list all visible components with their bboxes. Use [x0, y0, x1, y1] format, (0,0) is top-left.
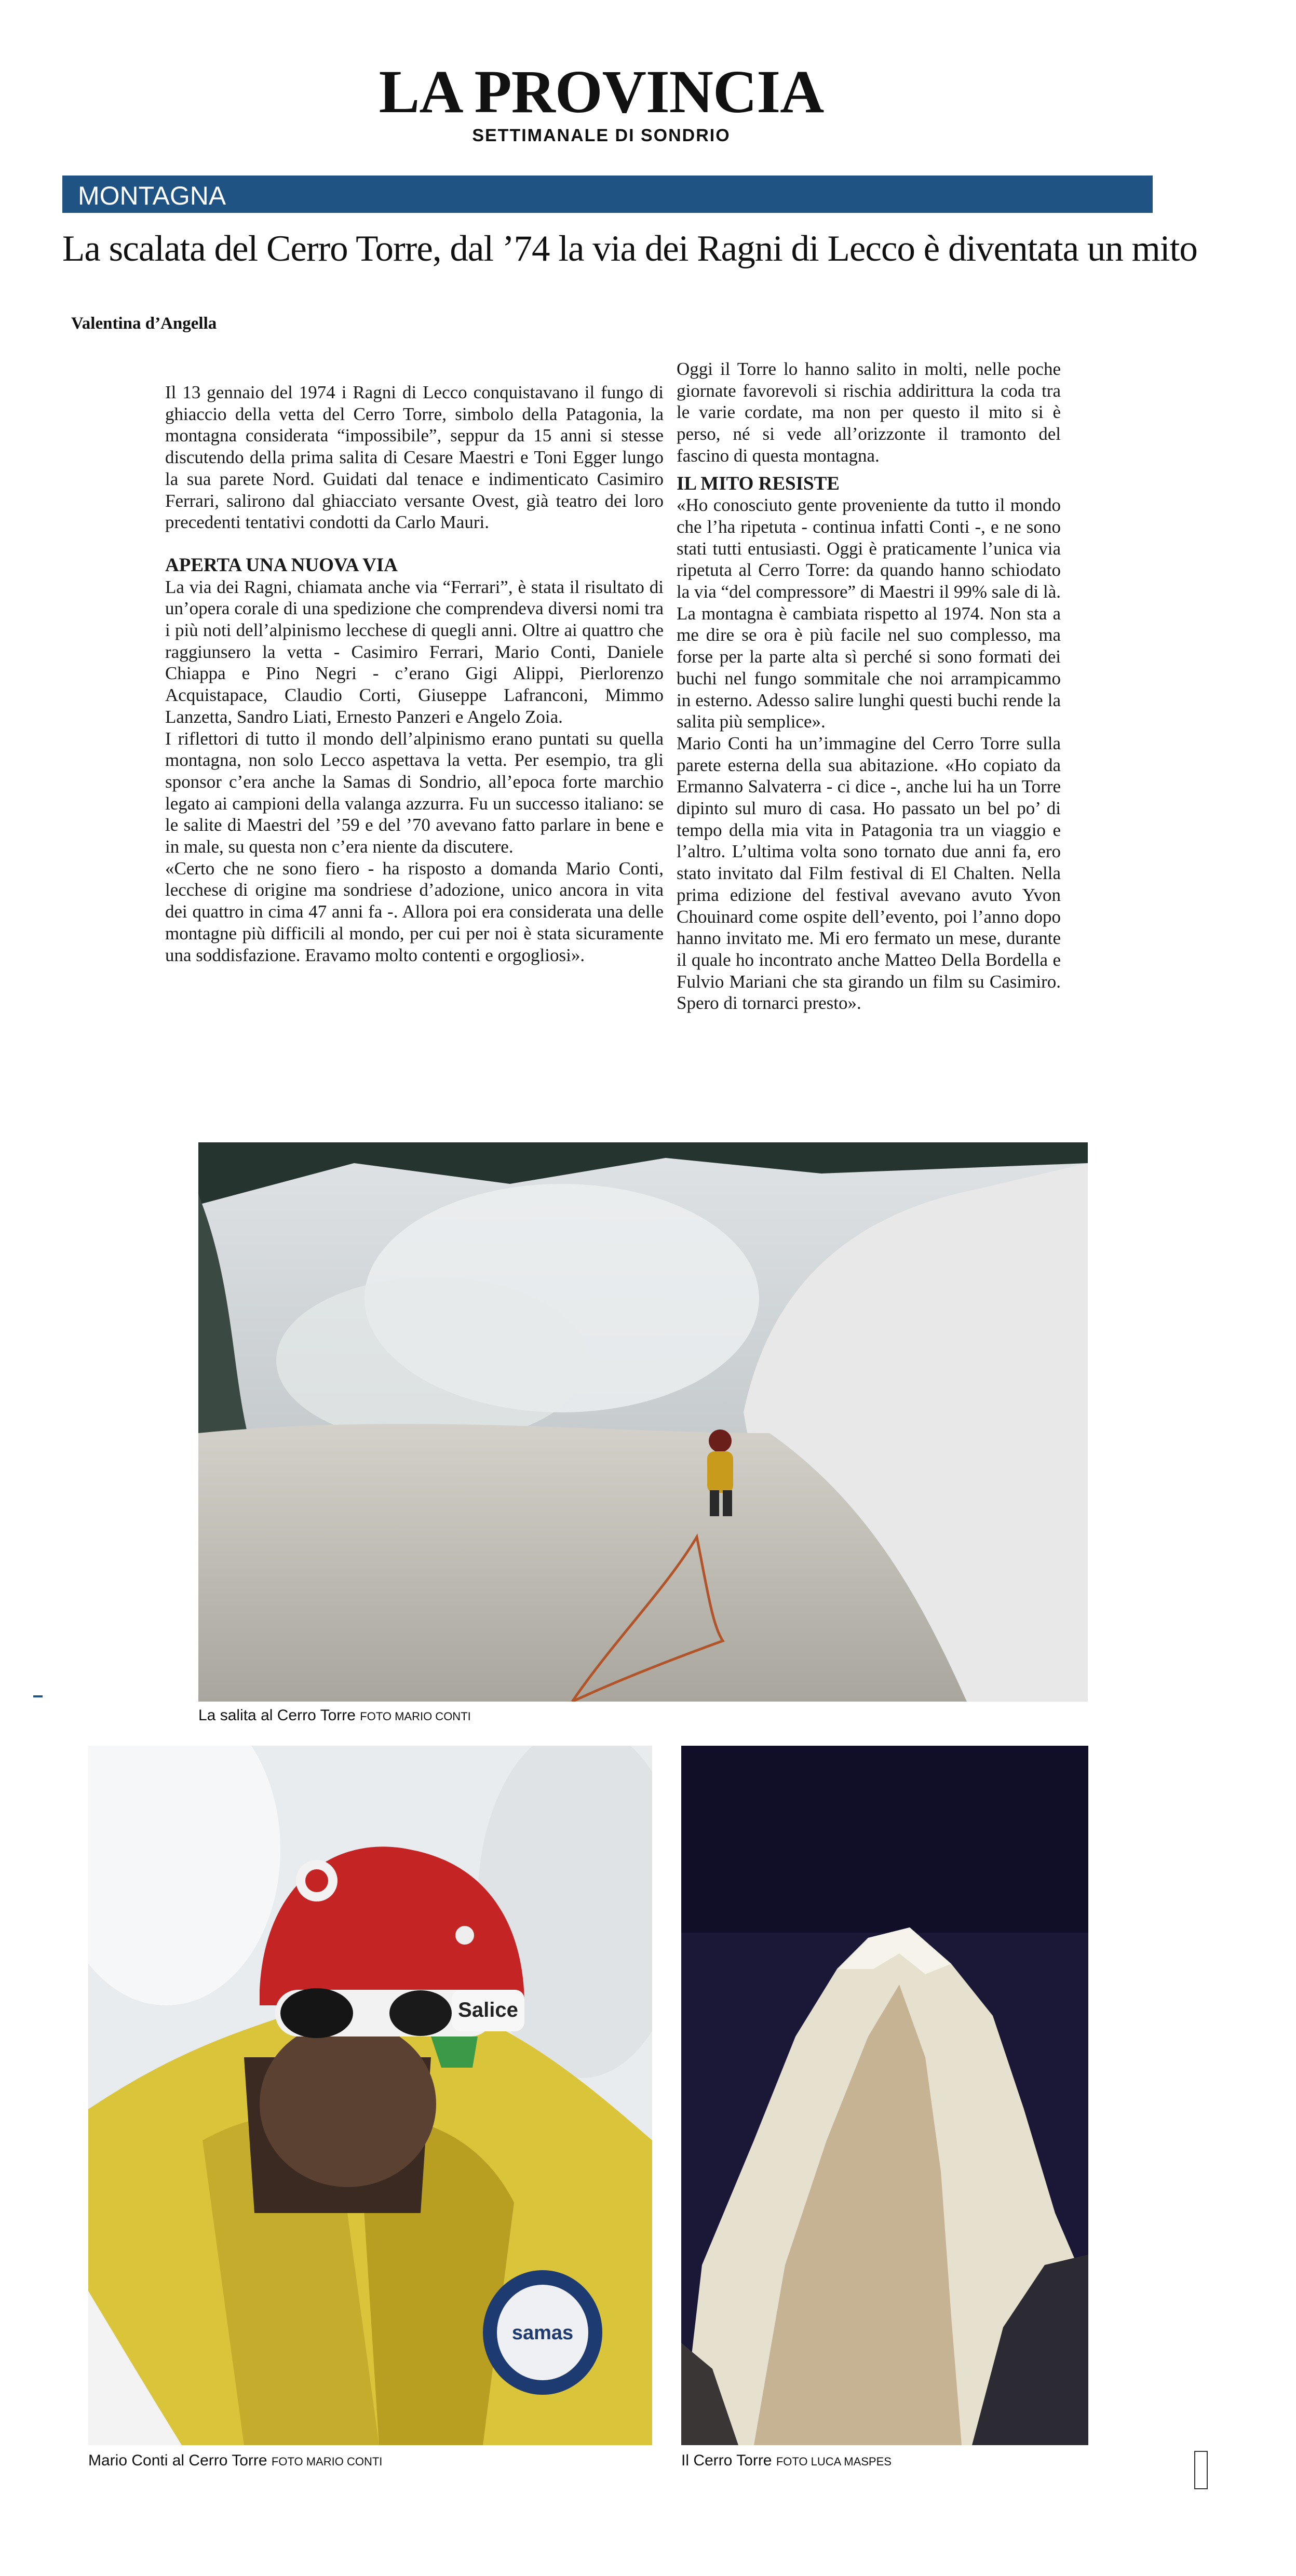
article-column-2 — [677, 358, 1061, 1014]
article-column-1 — [165, 382, 664, 966]
subheading: IL MITO RESISTE — [677, 473, 840, 494]
headline: La scalata del Cerro Torre, dal ’74 la via dei Ragni di Lecco è diventata un mito — [62, 228, 1197, 269]
photo-credit: FOTO LUCA MASPES — [776, 2455, 892, 2468]
peak-image — [681, 1746, 1088, 2445]
masthead — [0, 58, 1296, 146]
paragraph: «Ho conosciuto gente proveniente da tutto il mondo che l’ha ripetuta - continua infatti Conti -, e ne sono stati tutti entusiasti. Oggi è praticamente l’unica via ripetuta al Cerro Torre: da quando hanno schiodato la via “del compressore” di Maestri il 99% sale di là. La montagna è cambiata rispetto al 1974. Non sta a me dire se ora è più facile nel suo complesso, ma forse per la parte alta sì perché si sono formati dei buchi nel fungo sommitale che noi arrampicammo in esterno. Adesso salire lunghi questi buchi rende la salita più semplice». — [677, 495, 1061, 732]
photo-credit: FOTO MARIO CONTI — [360, 1710, 471, 1723]
caption-peak — [681, 2452, 892, 2470]
helmet-logo: Salice — [458, 1999, 518, 2021]
samas-badge: samas — [511, 2322, 574, 2344]
climb-image — [198, 1142, 1088, 1702]
photo-peak — [681, 1746, 1088, 2445]
photo-conti — [88, 1746, 652, 2445]
section-bar: MONTAGNA — [62, 176, 1153, 213]
caption-text: La salita al Cerro Torre — [198, 1707, 356, 1724]
newspaper-title: LA PROVINCIA — [379, 58, 824, 126]
paragraph: La via dei Ragni, chiamata anche via “Ferrari”, è stata il risultato di un’opera corale di una spedizione che comprendeva diversi nomi tra i più noti dell’alpinismo lecchese di quegli anni. Oltre ai quattro che raggiunsero la vetta - Casimiro Ferrari, Mario Conti, Daniele Chiappa e Pino Negri - c’erano Gigi Alippi, Pierlorenzo Acquistapace, Claudio Corti, Giuseppe Lafranconi, Mimmo Lanzetta, Sandro Liati, Ernesto Panzeri e Angelo Zoia. — [165, 576, 664, 727]
caption-text: Il Cerro Torre — [681, 2452, 772, 2469]
caption-conti — [88, 2452, 382, 2470]
paragraph: «Certo che ne sono fiero - ha risposto a domanda Mario Conti, lecchese di origine ma sondriese d’adozione, unico ancora in vita dei quattro in cima 47 anni fa -. Allora poi era considerata una delle montagne più difficili al mondo, per cui per noi è stata sicuramente una soddisfazione. Eravamo molto contenti e orgogliosi». — [165, 858, 664, 965]
paragraph: I riflettori di tutto il mondo dell’alpinismo erano puntati su quella montagna, non solo Lecco aspettava la vetta. Per esempio, tra gli sponsor c’era anche la Samas di Sondrio, all’epoca forte marchio legato ai campioni della valanga azzurra. Fu un successo italiano: se le salite di Maestri del ’59 e del ’70 avevano fatto parlare in bene e in male, su questa non c’era niente da discutere. — [165, 728, 664, 857]
margin-mark — [33, 1695, 43, 1697]
caption-text: Mario Conti al Cerro Torre — [88, 2452, 267, 2469]
paragraph: Oggi il Torre lo hanno salito in molti, nelle poche giornate favorevoli si rischia addirittura la coda tra le varie cordate, ma non per questo il mito si è perso, né si vede all’orizzonte il tramonto del fascino di questa montagna. — [677, 359, 1061, 466]
byline: Valentina d’Angella — [71, 314, 217, 333]
photo-climb — [198, 1142, 1088, 1702]
caption-climb — [198, 1707, 471, 1724]
photo-credit: FOTO MARIO CONTI — [271, 2455, 383, 2468]
subheading: APERTA UNA NUOVA VIA — [165, 554, 398, 576]
conti-image — [88, 1746, 652, 2445]
paragraph: Mario Conti ha un’immagine del Cerro Torre sulla parete esterna della sua abitazione. «Ho copiato da Ermanno Salvaterra - ci dice -, anche lui ha un Torre dipinto sul muro di casa. Ho passato un bel po’ di tempo della mia vita in Patagonia tra un viaggio e l’altro. L’ultima volta sono tornato due anni fa, ero stato invitato dal Film festival di El Chalten. Nella prima edizione del festival avevano avuto Yvon Chouinard come ospite dell’evento, poi l’anno dopo hanno invitato me. Mi ero fermato un mese, durante il quale ho incontrato anche Matteo Della Bordella e Fulvio Mariani che sta girando un film su Casimiro. Spero di tornarci presto». — [677, 733, 1061, 1014]
newspaper-subtitle: SETTIMANALE DI SONDRIO — [472, 126, 731, 145]
paragraph: Il 13 gennaio del 1974 i Ragni di Lecco conquistavano il fungo di ghiaccio della vetta del Cerro Torre, simbolo della Patagonia, la montagna considerata “impossibile”, seppur da 15 anni si stesse discutendo della prima salita di Cesare Maestri e Toni Egger lungo la sua parete Nord. Guidati dal tenace e indimenticato Casimiro Ferrari, salirono dal ghiacciato versante Ovest, già teatro dei loro precedenti tentativi condotti da Carlo Mauri. — [165, 382, 664, 533]
barcode-mark — [1194, 2451, 1208, 2489]
